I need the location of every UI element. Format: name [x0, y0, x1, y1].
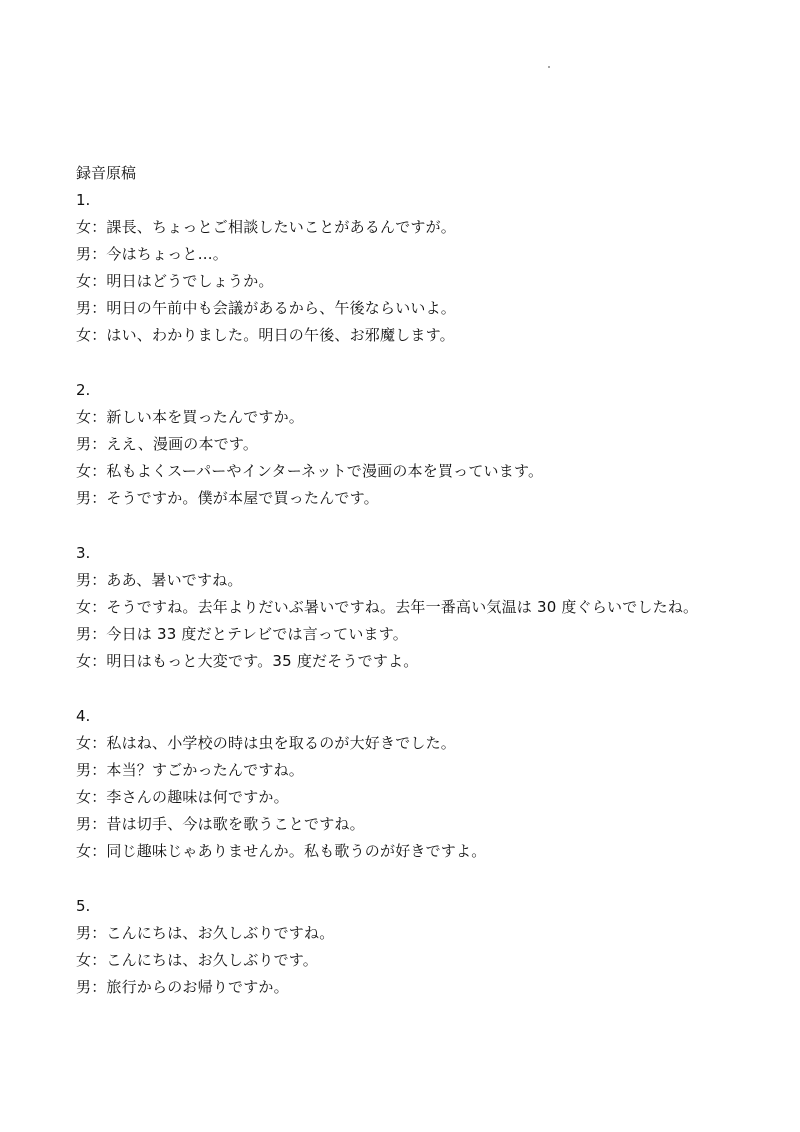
section-number: 2.	[76, 381, 91, 399]
dialogue-line: 女：新しい本を買ったんですか。	[76, 408, 305, 426]
dialogue-line: 男：旅行からのお帰りですか。	[76, 978, 289, 996]
dialogue-line: 女：明日はもっと大変です。35 度だそうですよ。	[76, 652, 419, 670]
transcript	[76, 160, 756, 1001]
dialogue-line: 女：同じ趣味じゃありませんか。私も歌うのが好きですよ。	[76, 842, 487, 860]
dialogue-line: 女：課長、ちょっとご相談したいことがあるんですが。	[76, 218, 457, 236]
section-number: 3.	[76, 544, 91, 562]
dialogue-section-5	[76, 893, 756, 1001]
dialogue-line: 女：私もよくスーパーやインターネットで漫画の本を買っています。	[76, 462, 544, 480]
scan-speck	[548, 66, 550, 68]
dialogue-line: 男：ああ、暑いですね。	[76, 571, 243, 589]
dialogue-line: 女：私はね、小学校の時は虫を取るのが大好きでした。	[76, 734, 457, 752]
dialogue-line: 男：そうですか。僕が本屋で買ったんです。	[76, 489, 379, 507]
dialogue-line: 女：はい、わかりました。明日の午後、お邪魔します。	[76, 326, 455, 344]
dialogue-line: 男：本当？すごかったんですね。	[76, 761, 305, 779]
section-number: 4.	[76, 707, 91, 725]
dialogue-line: 女：こんにちは、お久しぶりです。	[76, 951, 319, 969]
dialogue-section-1	[76, 187, 756, 349]
section-number: 5.	[76, 897, 91, 915]
dialogue-line: 女：李さんの趣味は何ですか。	[76, 788, 289, 806]
dialogue-line: 男：ええ、漫画の本です。	[76, 435, 259, 453]
document-title: 録音原稿	[76, 164, 137, 182]
dialogue-line: 男：こんにちは、お久しぶりですね。	[76, 924, 335, 942]
dialogue-section-3	[76, 540, 756, 675]
dialogue-line: 男：明日の午前中も会議があるから、午後ならいいよ。	[76, 299, 457, 317]
dialogue-line: 男：今日は 33 度だとテレビでは言っています。	[76, 625, 408, 643]
dialogue-section-2	[76, 377, 756, 512]
dialogue-line: 男：昔は切手、今は歌を歌うことですね。	[76, 815, 365, 833]
section-number: 1.	[76, 191, 91, 209]
dialogue-line: 女：そうですね。去年よりだいぶ暑いですね。去年一番高い気温は 30 度ぐらいでしたね。	[76, 598, 699, 616]
dialogue-line: 女：明日はどうでしょうか。	[76, 272, 274, 290]
dialogue-line: 男：今はちょっと…。	[76, 245, 229, 263]
dialogue-section-4	[76, 703, 756, 865]
